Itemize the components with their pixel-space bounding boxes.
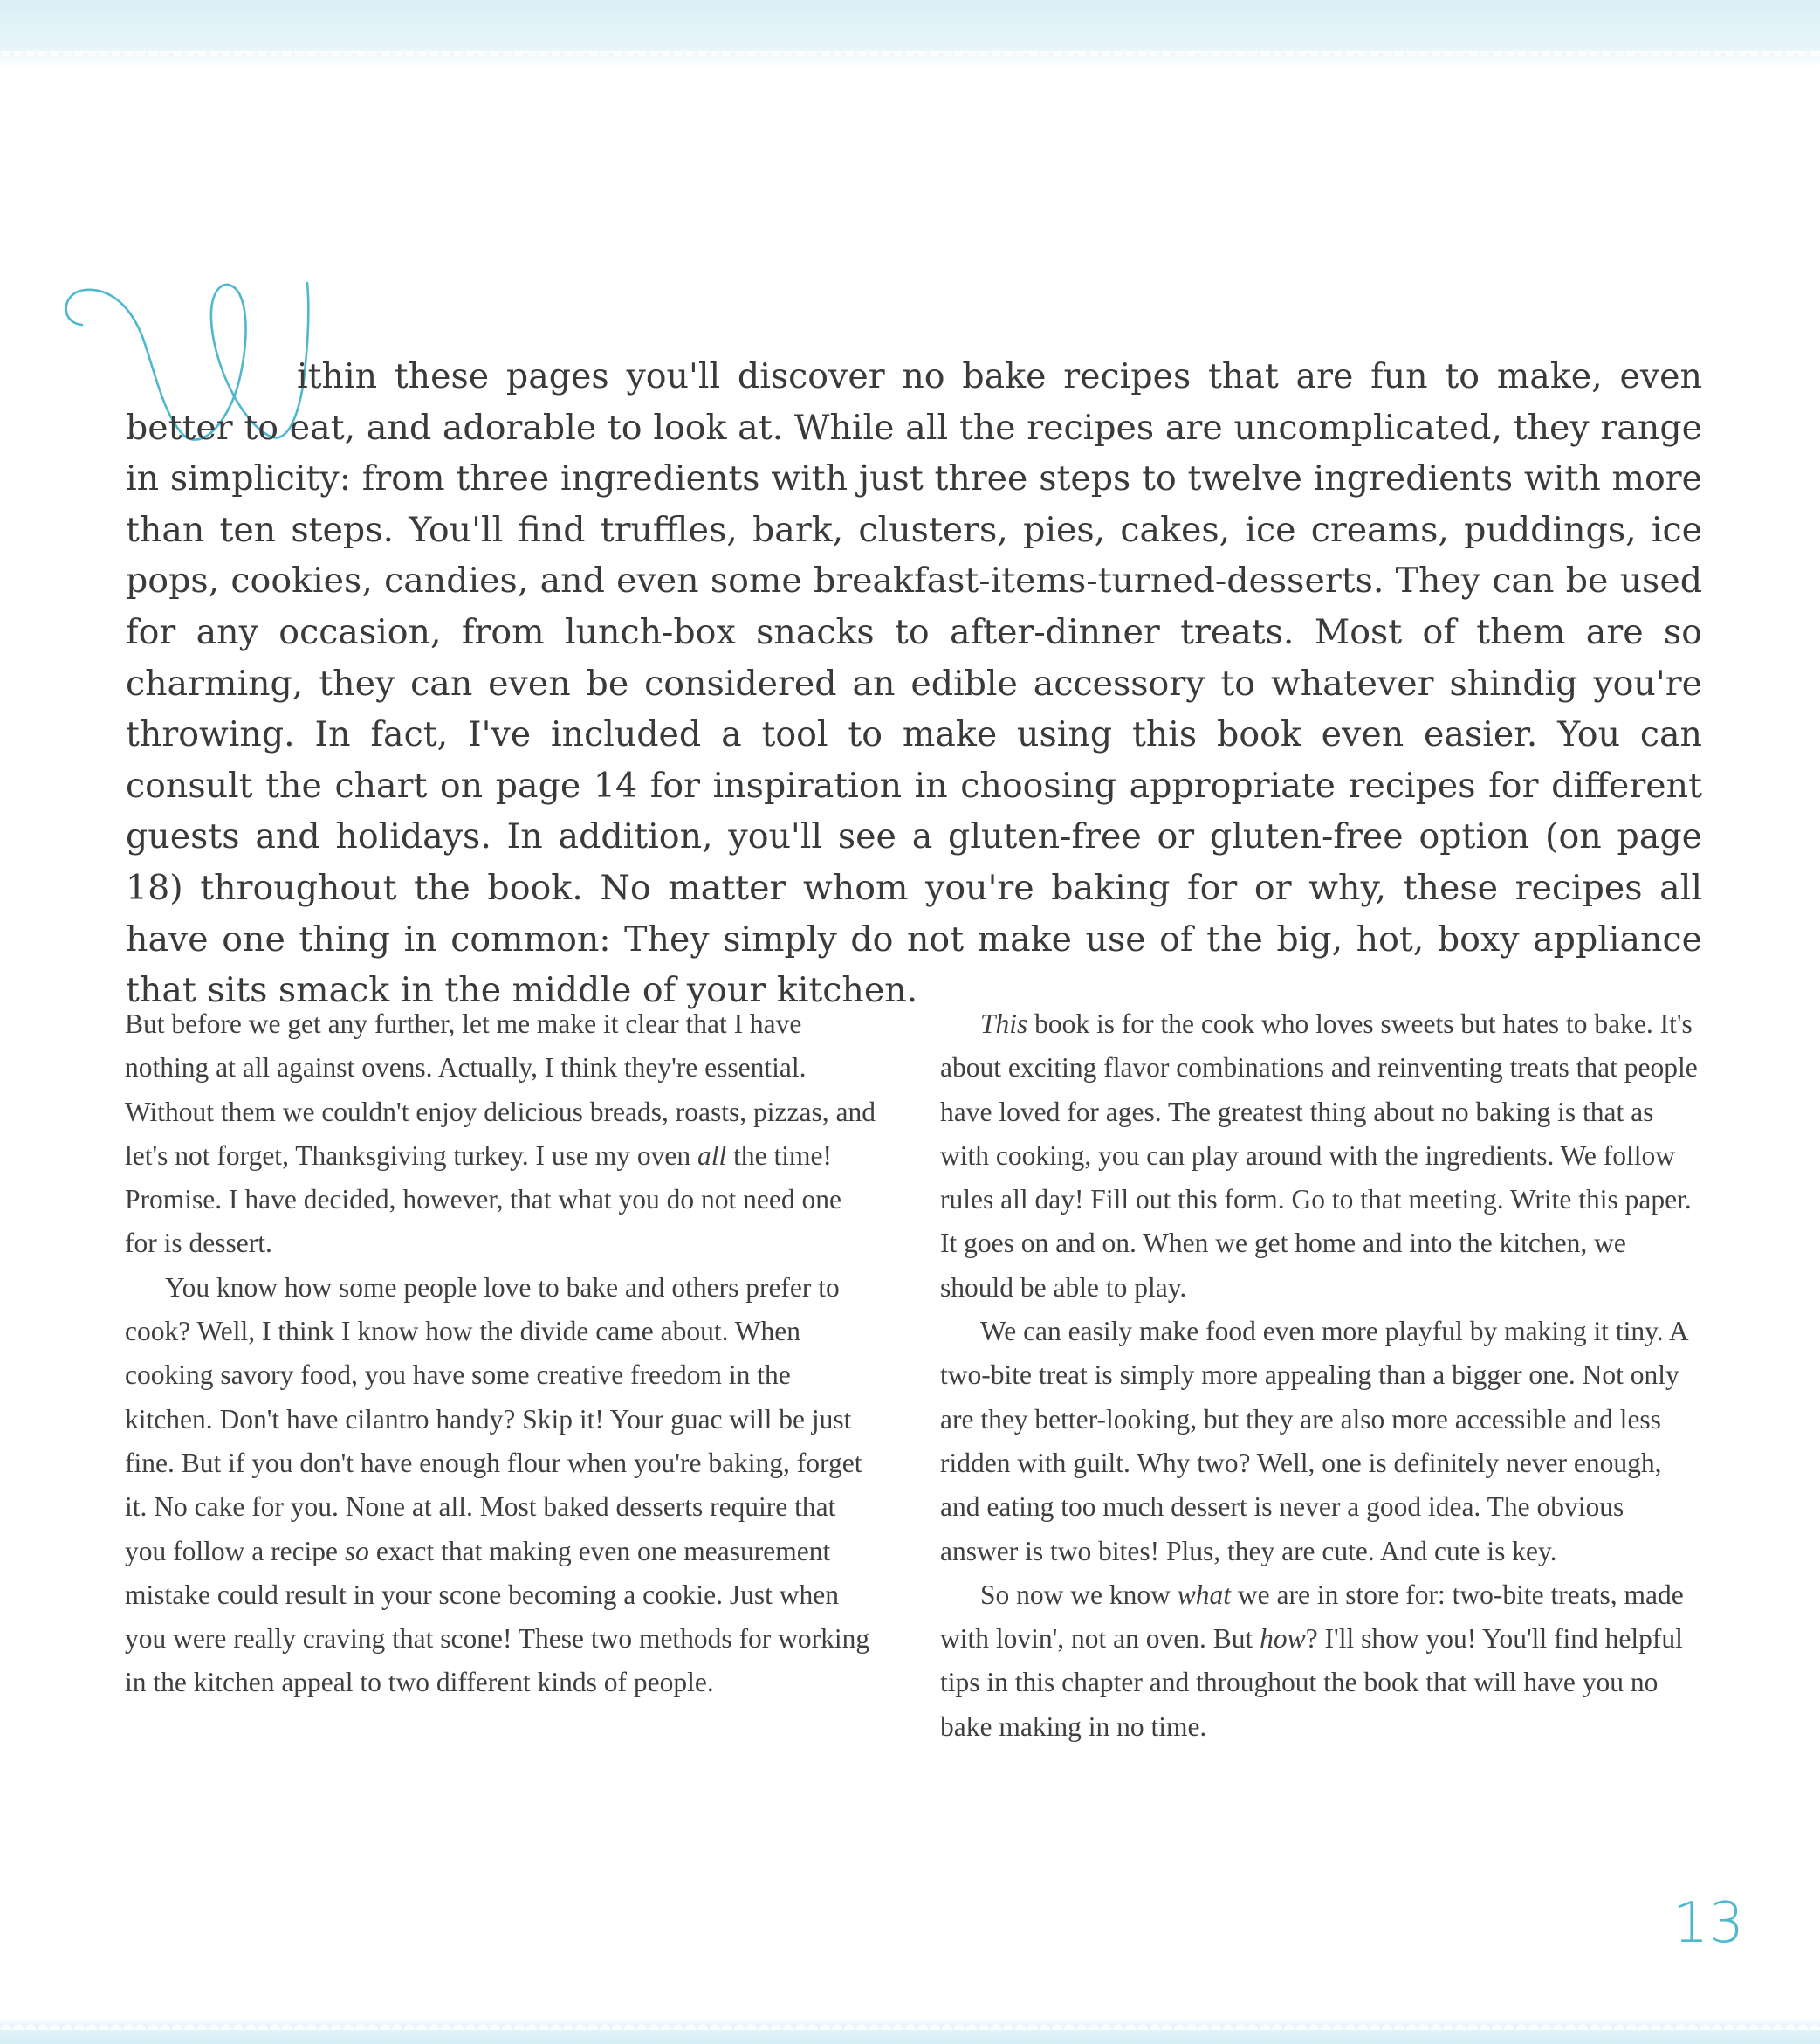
left-p2-text-b: exact that making even one measurement mistake could result in your scone becoming a cookie. Just when you were really craving that scone! These two methods for working in the kitchen appeal to two different kinds of people. [125,1535,870,1698]
right-paragraph-1 [940,1002,1701,1310]
decorative-bottom-border [0,2018,1820,2044]
intro-paragraph [126,351,1702,1016]
left-p2-emphasis: so [344,1535,369,1566]
right-p3-text-a: So now we know [980,1579,1178,1610]
right-p1-emphasis: This [980,1008,1028,1039]
right-paragraph-3 [940,1573,1701,1749]
left-p1-text-a: But before we get any further, let me make it clear that I have nothing at all against ovens. Actually, I think they're essential. Without them we couldn't enjoy delicious breads, roasts, pizzas, and let's not forget, Thanksgiving turkey. I use my oven [125,1008,876,1171]
right-column [940,1002,1701,1749]
right-paragraph-2: We can easily make food even more playful by making it tiny. A two-bite treat is simply more appealing than a bigger one. Not only are they better-looking, but they are also more accessible and less ridden with guilt. Why two? Well, one is definitely never enough, and eating too much dessert is never a good idea. The obvious answer is two bites! Plus, they are cute. And cute is key. [940,1316,1687,1566]
right-p3-text-c: ? I'll show you! You'll find helpful tips in this chapter and throughout the book that will have you no bake making in no time. [940,1623,1683,1742]
left-p1-emphasis: all [697,1139,727,1171]
right-p3-emphasis-2: how [1260,1623,1306,1655]
intro-text: ithin these pages you'll discover no bake recipes that are fun to make, even better to eat, and adorable to look at. While all the recipes are uncomplicated, they range in simplicity: from three ingredients with just three steps to twelve ingredients with more than ten steps. You'll find truffles, bark, clusters, pies, cakes, ice creams, puddings, ice pops, cookies, candies, and even some breakfast-items-turned-desserts. They can be used for any occasion, from lunch-box snacks to after-dinner treats. Most of them are so charming, they can even be considered an edible accessory to whatever shindig you're throwing. In fact, I've included a tool to make using this book even easier. You can consult the chart on page 14 for inspiration in choosing appropriate recipes for different guests and holidays. In addition, you'll see a gluten-free or gluten-free option (on page 18) throughout the book. No matter whom you're baking for or why, these recipes all have one thing in common: They simply do not make use of the big, hot, boxy appliance that sits smack in the middle of your kitchen. [126,356,1702,1011]
left-paragraph-1 [125,1002,876,1266]
decorative-top-border [0,0,1820,68]
right-p1-text: book is for the cook who loves sweets but hates to bake. It's about exciting flavor combinations and reinventing treats that people have loved for ages. The greatest thing about no baking is that as with cooking, you can play around with the ingredients. We follow rules all day! Fill out this form. Go to that meeting. Write this paper. It goes on and on. When we get home and into the kitchen, we should be able to play. [940,1008,1698,1303]
left-p1-text-b: the time! Promise. I have decided, however, that what you do not need one for is dessert. [125,1139,841,1259]
right-p3-emphasis-1: what [1177,1579,1232,1610]
left-column [125,1002,876,1705]
left-p2-text-a: You know how some people love to bake and others prefer to cook? Well, I think I know how the divide came about. When cooking savory food, you have some creative freedom in the kitchen. Don't have cilantro handy? Skip it! Your guac will be just fine. But if you don't have enough flour when you're baking, forget it. No cake for you. None at all. Most baked desserts require that you follow a recipe [125,1271,862,1566]
left-paragraph-2 [125,1266,876,1705]
drop-cap-indent [126,387,297,388]
page-number: 13 [1672,1891,1744,1956]
right-p3-text-b: we are in store for: two-bite treats, made with lovin', not an oven. But [940,1579,1684,1655]
